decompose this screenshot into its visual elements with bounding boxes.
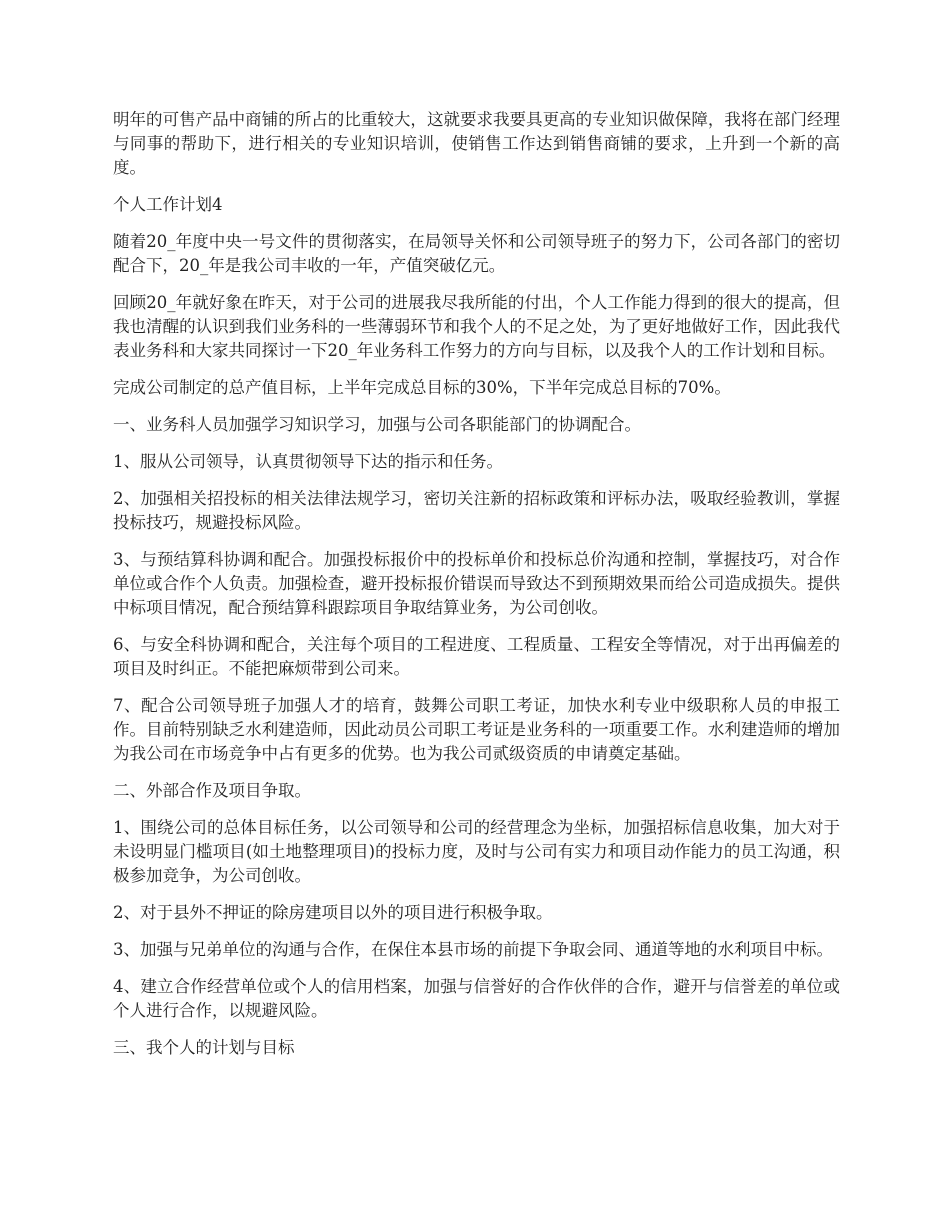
list-item-2-2: 2、对于县外不押证的除房建项目以外的项目进行积极争取。 bbox=[113, 903, 553, 922]
section-title-plan-4: 个人工作计划4 bbox=[113, 195, 223, 214]
list-item-2-4: 4、建立合作经营单位或个人的信用档案，加强与信誉好的合作伙伴的合作，避开与信誉差的单位或个人进行合作，以规避风险。 bbox=[113, 977, 840, 1020]
list-item-1-2: 2、加强相关招投标的相关法律法规学习，密切关注新的招标政策和评标办法，吸取经验教训，掌握投标技巧，规避投标风险。 bbox=[113, 489, 840, 532]
paragraph-4: 完成公司制定的总产值目标，上半年完成总目标的30%，下半年完成总目标的70%。 bbox=[113, 378, 731, 397]
list-item-2-1: 1、围绕公司的总体目标任务，以公司领导和公司的经营理念为坐标，加强招标信息收集，加大对于未设明显门槛项目(如土地整理项目)的投标力度，及时与公司有实力和项目动作能力的员工沟通，积极参加竞争，为公司创收。 bbox=[113, 818, 840, 885]
paragraph-2: 随着20_年度中央一号文件的贯彻落实，在局领导关怀和公司领导班子的努力下，公司各部门的密切配合下，20_年是我公司丰收的一年，产值突破亿元。 bbox=[113, 232, 840, 275]
list-item-1-7: 7、配合公司领导班子加强人才的培育，鼓舞公司职工考证，加快水利专业中级职称人员的申报工作。目前特别缺乏水利建造师，因此动员公司职工考证是业务科的一项重要工作。水利建造师的增加为我公司在市场竞争中占有更多的优势。也为我公司贰级资质的申请奠定基础。 bbox=[113, 696, 840, 763]
document-page bbox=[113, 108, 840, 1073]
paragraph-1: 明年的可售产品中商铺的所占的比重较大，这就要求我要具更高的专业知识做保障，我将在部门经理与同事的帮助下，进行相关的专业知识培训，使销售工作达到销售商铺的要求，上升到一个新的高度。 bbox=[113, 110, 840, 177]
list-item-2-3: 3、加强与兄弟单位的沟通与合作，在保住本县市场的前提下争取会同、通道等地的水利项目中标。 bbox=[113, 940, 833, 959]
paragraph-3: 回顾20_年就好象在昨天，对于公司的进展我尽我所能的付出，个人工作能力得到的很大的提高，但我也清醒的认识到我们业务科的一些薄弱环节和我个人的不足之处，为了更好地做好工作，因此我代表业务科和大家共同探讨一下20_年业务科工作努力的方向与目标，以及我个人的工作计划和目标。 bbox=[113, 293, 840, 360]
section-heading-1: 一、业务科人员加强学习知识学习，加强与公司各职能部门的协调配合。 bbox=[113, 415, 641, 434]
section-heading-2: 二、外部合作及项目争取。 bbox=[113, 781, 311, 800]
list-item-1-1: 1、服从公司领导，认真贯彻领导下达的指示和任务。 bbox=[113, 452, 503, 471]
list-item-1-6: 6、与安全科协调和配合，关注每个项目的工程进度、工程质量、工程安全等情况，对于出再偏差的项目及时纠正。不能把麻烦带到公司来。 bbox=[113, 635, 840, 678]
list-item-1-3: 3、与预结算科协调和配合。加强投标报价中的投标单价和投标总价沟通和控制，掌握技巧，对合作单位或合作个人负责。加强检查，避开投标报价错误而导致达不到预期效果而给公司造成损失。提供中标项目情况，配合预结算科跟踪项目争取结算业务，为公司创收。 bbox=[113, 550, 840, 617]
section-heading-3: 三、我个人的计划与目标 bbox=[113, 1038, 295, 1057]
